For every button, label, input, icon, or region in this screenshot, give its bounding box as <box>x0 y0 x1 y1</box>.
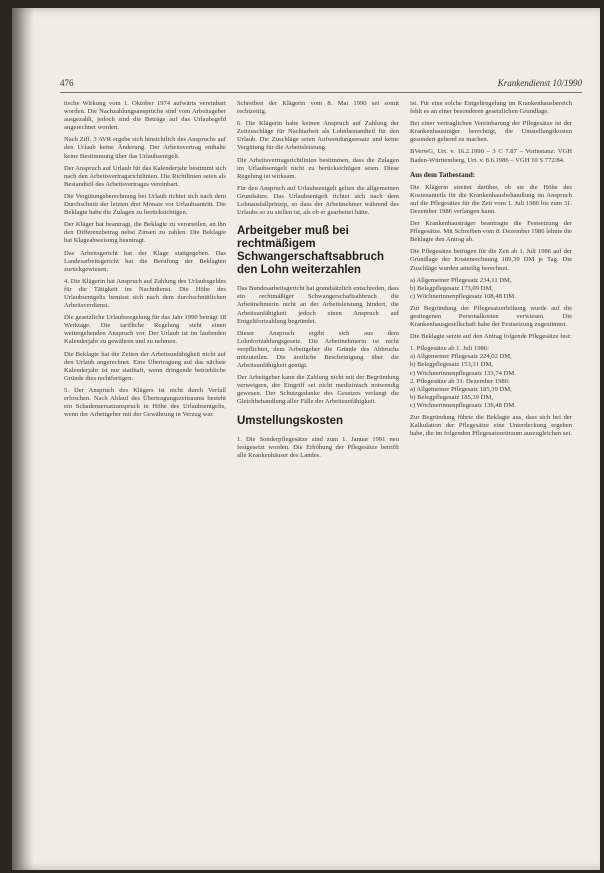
list-item: a) Allgemeiner Pflegesatz 234,11 DM, <box>410 276 512 284</box>
paragraph: Die Vergütungsberechnung bei Urlaub richtet sich nach dem Durchschnitt der letzten drei Monate vor Urlaubsantritt. Die Beklagte habe die Zulagen zu berücksichtigen. <box>64 192 226 217</box>
header-rule <box>60 92 582 93</box>
paragraph: Der Anspruch auf Urlaub für das Kalenderjahr bestimmt sich nach den Arbeitsvertragsrichtlinien. Die Richtlinien seien als Bestandteil des Arbeitsvertrages vereinbart. <box>64 164 226 188</box>
paragraph: tische Wirkung vom 1. Oktober 1974 aufwärts vereinbart worden. Die Nachzahlungsansprüche sind vom Arbeitsgeber ausgezahlt, jedoch sind die Beträge auf das Urlaubsgeld angerechnet worden. <box>64 100 226 132</box>
journal-title: Krankendienst 10/1990 <box>497 78 582 88</box>
paragraph: Das Bundesarbeitsgericht hat grundsätzlich entschieden, dass ein rechtmäßiger Schwangerschaftsabbruch die Arbeitnehmerin nicht an der Arbeitsleistung hindert, die Arbeitsunfähigkeit jedoch einen Anspruch auf Entgeltfortzahlung begründet. <box>237 285 399 325</box>
list-item: 1. Pflegesätze ab 1. Juli 1986: <box>410 345 489 353</box>
section-heading-schwangerschaft: Arbeitgeber muß bei rechtmäßigem Schwangerschaftsabbruch den Lohn weiterzahlen <box>237 225 384 277</box>
paragraph: Nach Ziff. 3 AVR ergebe sich hinsichtlich des Anspruchs auf den Urlaub keine Änderung. Der Arbeitsvertrag enthalte keine Bestimmung über das Urlaubsentgelt. <box>64 136 226 160</box>
paragraph: 5. Der Anspruch des Klägers ist nicht durch Verfall erloschen. Nach Ablauf des Übertragungszeitraums besteht ein Schadensersatzanspruch in Höhe des Urlaubsentgelts, wenn der Arbeitgeber mit der Gewährung in Verzug war. <box>64 386 226 419</box>
paragraph: Der Kläger hat beantragt, die Beklagte zu verurteilen, an ihn den Differenzbetrag nebst Zinsen zu zahlen. Die Beklagte hat Klageabweisung beantragt. <box>64 221 226 245</box>
list-item: c) Wöchnerinnenpflegesatz 136,48 DM. <box>410 401 516 409</box>
paragraph: Der Krankenhausträger beantragte die Festsetzung der Pflegesätze. Mit Schreiben vom 8. Dezember 1986 lehnte die Beklagte den Antrag ab. <box>410 220 572 244</box>
section-heading-umstellungskosten: Umstellungskosten <box>237 414 344 427</box>
paragraph: Das Arbeitsgericht hat der Klage stattgegeben. Das Landesarbeitsgericht hat die Berufung der Beklagten zurückgewiesen. <box>64 249 226 273</box>
paragraph: 4. Die Klägerin hat Anspruch auf Zahlung des Urlaubsgeldes für die Tätigkeit im Nachtdienst. Die Höhe des Urlaubsentgelts bemisst sich nach dem durchschnittlichen Arbeitsverdienst. <box>64 277 226 310</box>
list-item: b) Belegpflegesatz 173,09 DM, <box>410 284 493 292</box>
paragraph: Die Pflegesätze betrugen für die Zeit ab 1. Juli 1986 auf der Grundlage der Kostenrechnung 189,39 DM je Tag. Die Zuschläge wurden anteilig berechnet. <box>410 248 572 272</box>
paragraph: Die Klägerin streitet darüber, ob sie die Höhe des Kostenanteils für die Krankenhausbehandlung im Anspruch auf die Pflegesätze für die Zeit vom 1. Juli 1986 bis zum 31. Dezember 1986 verlangen kann. <box>410 183 572 215</box>
paragraph: Der Arbeitgeber kann die Zahlung nicht mit der Begründung verweigern, der Eingriff sei nicht medizinisch notwendig gewesen. Der Schutzgedanke des Gesetzes verlangt die Gleichbehandlung aller Fälle der Arbeitsunfähigkeit. <box>237 374 399 406</box>
list-item: b) Belegpflegesatz 185,39 DM, <box>410 393 493 401</box>
page-number: 476 <box>60 78 74 88</box>
paragraph: Schreiben der Klägerin vom 8. Mai 1990 sei somit rechtzeitig. <box>237 100 399 116</box>
list-item: a) Allgemeiner Pflegesatz 224,02 DM, <box>410 353 512 361</box>
citation: BVerwG, Urt. v. 16.2.1990 – 3 C 7.87 – Vorinstanz: VGH Baden-Württemberg, Urt. v. 8.6.1986 – VGH 10 S 772/84. <box>410 148 572 164</box>
paragraph: Zur Begründung der Pflegesatzerhöhung wurde auf die gestiegenen Personalkosten verwiesen. Die Krankenhausgesellschaft habe der Festsetzung zugestimmt. <box>410 304 572 329</box>
paragraph: Die gesetzliche Urlaubsregelung für das Jahr 1990 beträgt 18 Werktage. Die tarifliche Regelung sieht einen weitergehenden Anspruch vor. Der Urlaub ist im laufenden Kalenderjahr zu gewähren und zu nehmen. <box>64 314 226 346</box>
rates-list-1 <box>410 277 572 301</box>
paragraph: Dieser Anspruch ergibt sich aus dem Lohnfortzahlungsgesetz. Die Arbeitnehmerin ist nicht verpflichtet, dem Arbeitgeber die Gründe des Abbruchs mitzuteilen. Die ärztliche Bescheinigung über die Arbeitsunfähigkeit genügt. <box>237 329 399 370</box>
paragraph: 6. Die Klägerin habe keinen Anspruch auf Zahlung der Zeitzuschläge für Nachtarbeit als Lohnbestandteil für den Urlaub. Die Zuschläge seien Aufwendungsersatz und keine Vergütung für die Arbeitsleistung. <box>237 120 399 152</box>
paragraph: Die Arbeitsvertragsrichtlinien bestimmen, dass die Zulagen im Urlaubsentgelt nicht zu berücksichtigen seien. Diese Regelung ist wirksam. <box>237 156 399 180</box>
list-item: c) Wöchnerinnenpflegesatz 108,48 DM. <box>410 292 516 300</box>
column-1 <box>64 100 226 852</box>
list-item: c) Wöchnerinnenpflegesatz 133,74 DM. <box>410 369 516 377</box>
list-item: 2. Pflegesätze ab 31. Dezember 1986: <box>410 377 510 385</box>
paragraph: Für den Anspruch auf Urlaubsentgelt gelten die allgemeinen Grundsätze. Das Urlaubsentgelt richtet sich nach dem Lohnausfallprinzip, so dass der Arbeitnehmer während des Urlaubs so zu stellen ist, als ob er gearbeitet hätte. <box>237 184 399 217</box>
paragraph: 1. Die Sonderpflegesätze sind zum 1. Januar 1991 neu festgesetzt worden. Die Erhöhung der Pflegesätze betrifft alle Krankenhäuser des Landes. <box>237 435 399 459</box>
paragraph: ist. Für eine solche Entgeltregelung im Krankenhausbereich fehlt es an einer besonderen gesetzlichen Grundlage. <box>410 100 572 116</box>
list-item: b) Belegpflegesatz 153,31 DM, <box>410 361 493 369</box>
rates-list-2 <box>410 345 572 410</box>
subheading-tatbestand: Aus dem Tatbestand: <box>410 170 476 179</box>
document-page <box>12 8 600 870</box>
column-2 <box>237 100 399 852</box>
page-header <box>60 78 582 90</box>
list-item: a) Allgemeiner Pflegesatz 185,39 DM, <box>410 385 512 393</box>
paragraph: Zur Begründung führte die Beklagte aus, dass sich bei der Kalkulation der Pflegesätze eine Unterdeckung ergeben habe, die im folgenden Pflegesatzzeitraum auszugleichen sei. <box>410 414 572 438</box>
paragraph: Die Beklagte setzte auf den Antrag folgende Pflegesätze fest: <box>410 333 572 341</box>
paragraph: Bei einer vertraglichen Vereinbarung der Pflegesätze ist der Krankenhausträger berechtigt, die Umstellungskosten gesondert geltend zu machen. <box>410 120 572 144</box>
paragraph: Die Beklagte hat die Zeiten der Arbeitsunfähigkeit nicht auf den Urlaub angerechnet. Eine Übertragung auf das nächste Kalenderjahr ist nur statthaft, wenn dringende betriebliche Gründe dies rechtfertigen. <box>64 350 226 382</box>
column-3 <box>410 100 572 852</box>
book-spine-shadow <box>12 8 34 870</box>
